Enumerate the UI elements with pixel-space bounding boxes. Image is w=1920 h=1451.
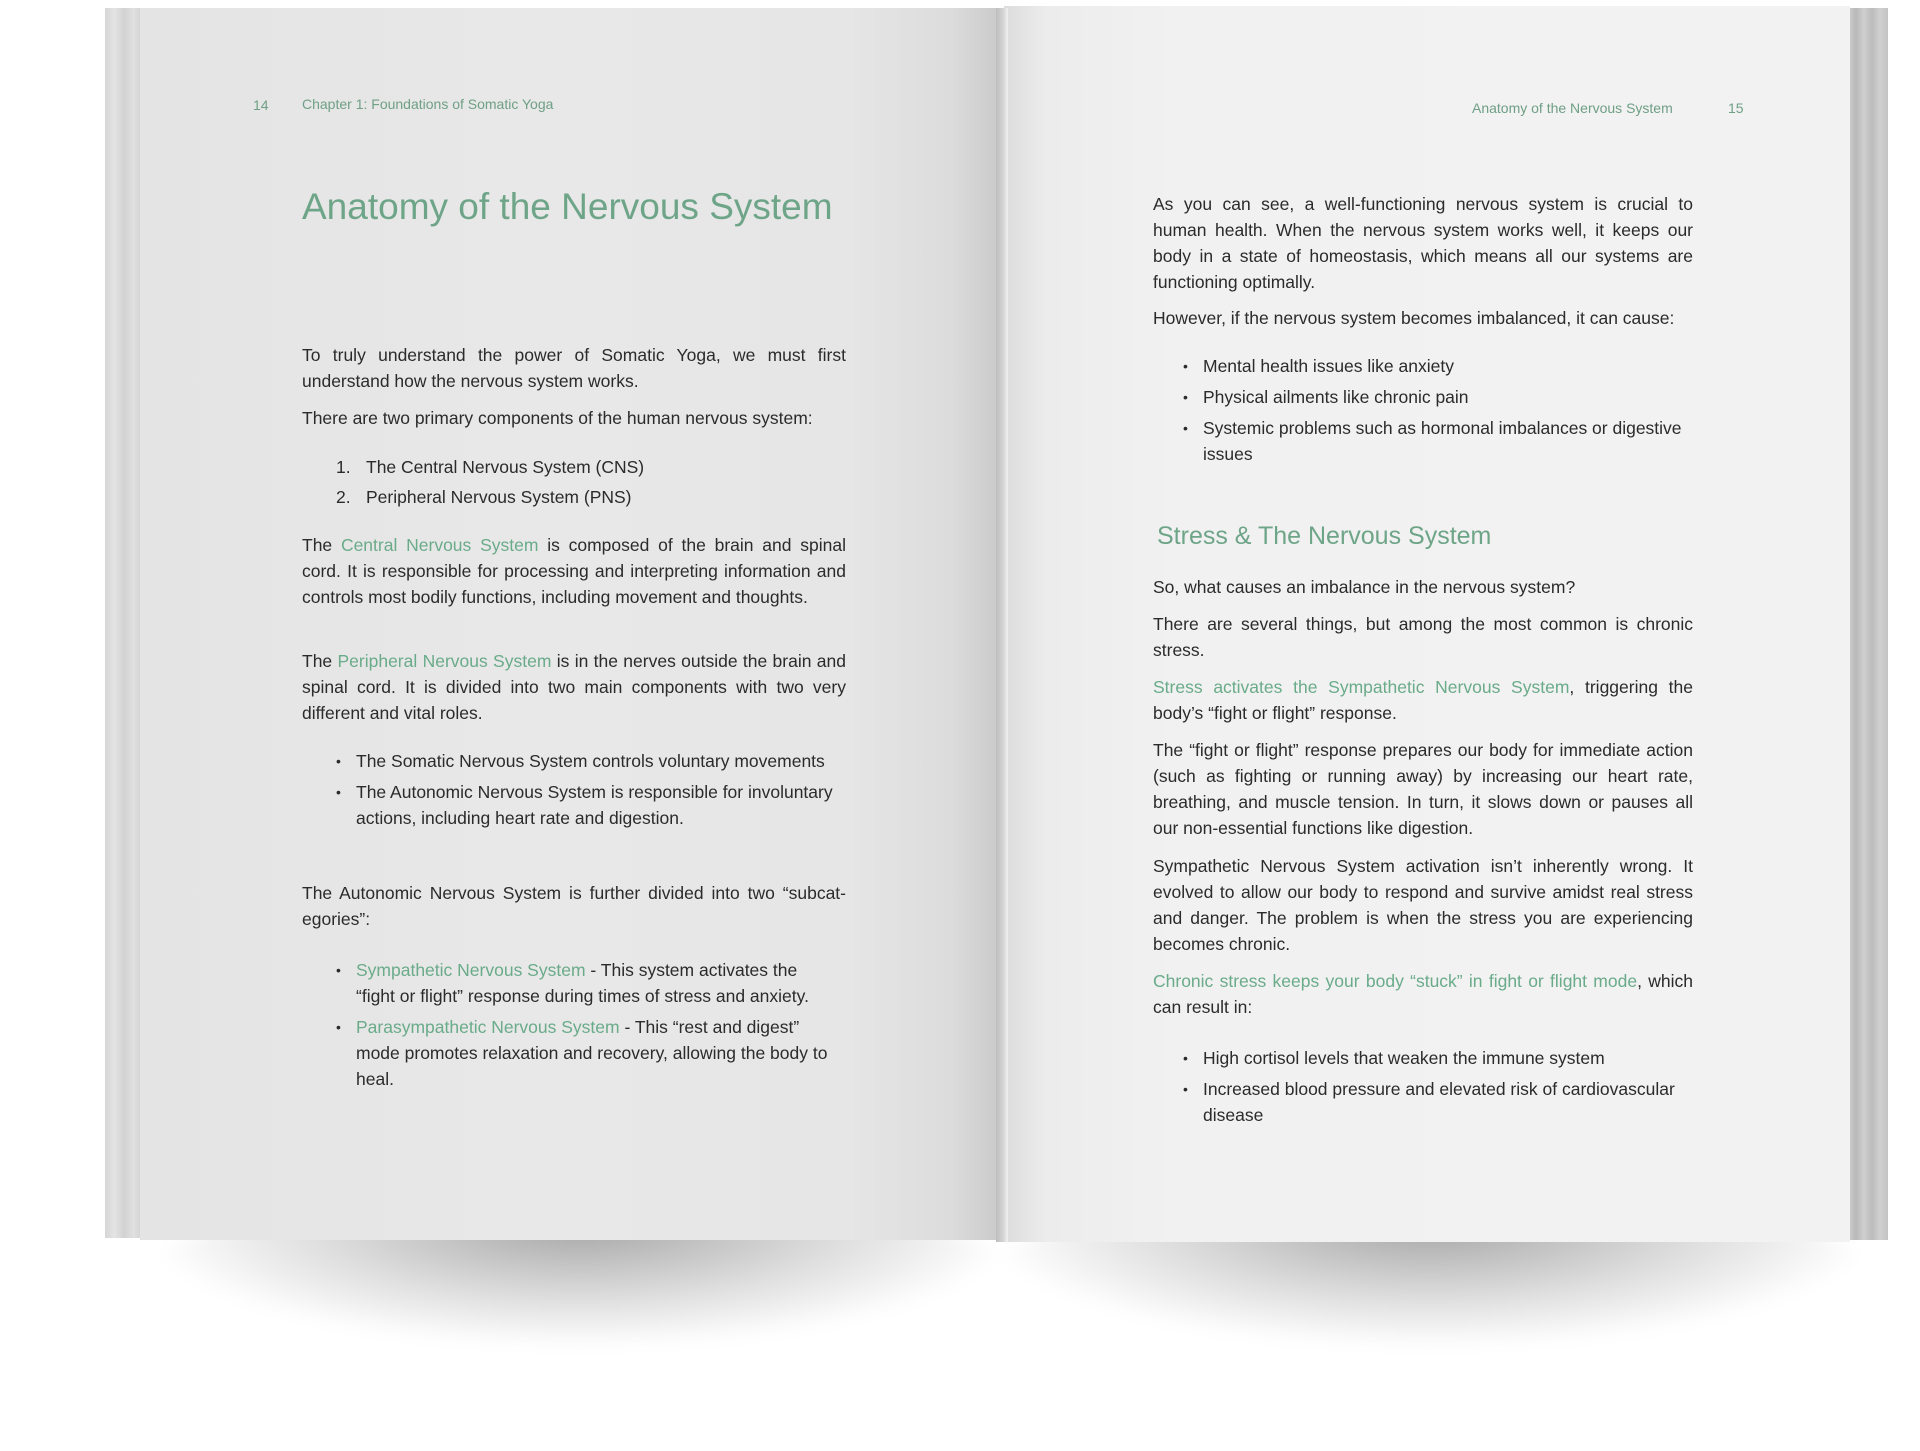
several-things-paragraph: There are several things, but among the most common is chronic stress. — [1153, 614, 1693, 660]
imbalance-intro: However, if the nervous system becomes imbalanced, it can cause: — [1153, 308, 1675, 328]
right-running-head: Anatomy of the Nervous System — [1472, 100, 1673, 116]
ans-paragraph: The Autonomic Nervous System is further divided into two “subcategories”: — [302, 883, 846, 929]
cns-paragraph: The Central Nervous System is composed of the brain and spinal cord. It is responsible for processing and interpreting information and controls most bodily functions, including movement and thoughts. — [302, 535, 846, 607]
list-item: • Systemic problems such as hormonal imbalances or digestive issues — [1183, 418, 1682, 464]
list-item: • The Autonomic Nervous System is responsible for involuntary actions, including heart rate and digestion. — [336, 782, 833, 828]
section-heading: Stress & The Nervous System — [1157, 522, 1492, 550]
ans-subcategories-list — [336, 957, 836, 1097]
left-page-number: 14 — [253, 97, 269, 113]
chronic-highlight: Chronic stress keeps your body “stuck” in fight or flight mode — [1153, 971, 1638, 991]
list-item: • Physical ailments like chronic pain — [1183, 387, 1469, 407]
left-running-head: Chapter 1: Foundations of Somatic Yoga — [302, 96, 554, 112]
intro-paragraph: To truly understand the power of Somatic Yoga, we must first understand how the nervous system works. — [302, 345, 846, 391]
list-number: 2. — [336, 487, 351, 507]
pns-highlight: Peripheral Nervous System — [337, 651, 552, 671]
list-item: • Parasympathetic Nervous System - This “rest and digest” mode promotes relaxation and recovery, allowing the body to heal. — [336, 1017, 828, 1089]
components-list — [336, 454, 796, 514]
homeostasis-paragraph: As you can see, a well-functioning nervous system is crucial to human health. When the nervous system works well, it keeps our body in a state of homeostasis, which means all our systems are functioning optimally. — [1153, 194, 1693, 292]
list-item: • Increased blood pressure and elevated risk of cardiovascular disease — [1183, 1079, 1675, 1125]
chronic-effects-list — [1183, 1045, 1683, 1133]
right-page-edges — [1848, 8, 1888, 1240]
sns-activation-paragraph: Sympathetic Nervous System activation isn’t inherently wrong. It evolved to allow our body to respond and survive amidst real stress and danger. The problem is when the stress you are experiencing becomes chronic. — [1153, 856, 1693, 954]
pns-components-list — [336, 748, 836, 836]
chronic-stress-paragraph: Chronic stress keeps your body “stuck” in fight or flight mode, which can result in: — [1153, 971, 1693, 1017]
sympathetic-highlight: Sympathetic Nervous System — [356, 960, 586, 980]
list-item: • Sympathetic Nervous System - This system activates the “fight or flight” response during times of stress and anxiety. — [336, 960, 809, 1006]
pns-paragraph: The Peripheral Nervous System is in the nerves outside the brain and spinal cord. It is divided into two main components with two very different and vital roles. — [302, 651, 846, 723]
question-paragraph: So, what causes an imbalance in the nervous system? — [1153, 577, 1576, 597]
imbalance-list — [1183, 353, 1683, 472]
cns-highlight: Central Nervous System — [340, 535, 539, 555]
right-page-number: 15 — [1728, 100, 1744, 116]
stress-activates-paragraph: Stress activates the Sympathetic Nervous System, triggering the body’s “fight or flight” response. — [1153, 677, 1693, 723]
list-item: 1. The Central Nervous System (CNS) — [336, 454, 796, 480]
parasympathetic-highlight: Parasympathetic Nervous System — [356, 1017, 620, 1037]
list-item: • The Somatic Nervous System controls voluntary movements — [336, 751, 825, 771]
components-intro: There are two primary components of the human nervous system: — [302, 408, 813, 428]
book-gutter — [996, 8, 1008, 1242]
list-item: • High cortisol levels that weaken the immune system — [1183, 1048, 1605, 1068]
list-item: • Mental health issues like anxiety — [1183, 356, 1454, 376]
list-item: 2. Peripheral Nervous System (PNS) — [336, 484, 796, 510]
fight-or-flight-paragraph: The “fight or flight” response prepares our body for immediate action (such as fighting or running away) by increasing our heart rate, breathing, and muscle tension. In turn, it slows down or pauses all our non-essential functions like digestion. — [1153, 740, 1693, 838]
page-title: Anatomy of the Nervous System — [302, 186, 833, 227]
list-number: 1. — [336, 457, 351, 477]
stress-highlight: Stress activates the Sympathetic Nervous System — [1153, 677, 1570, 697]
